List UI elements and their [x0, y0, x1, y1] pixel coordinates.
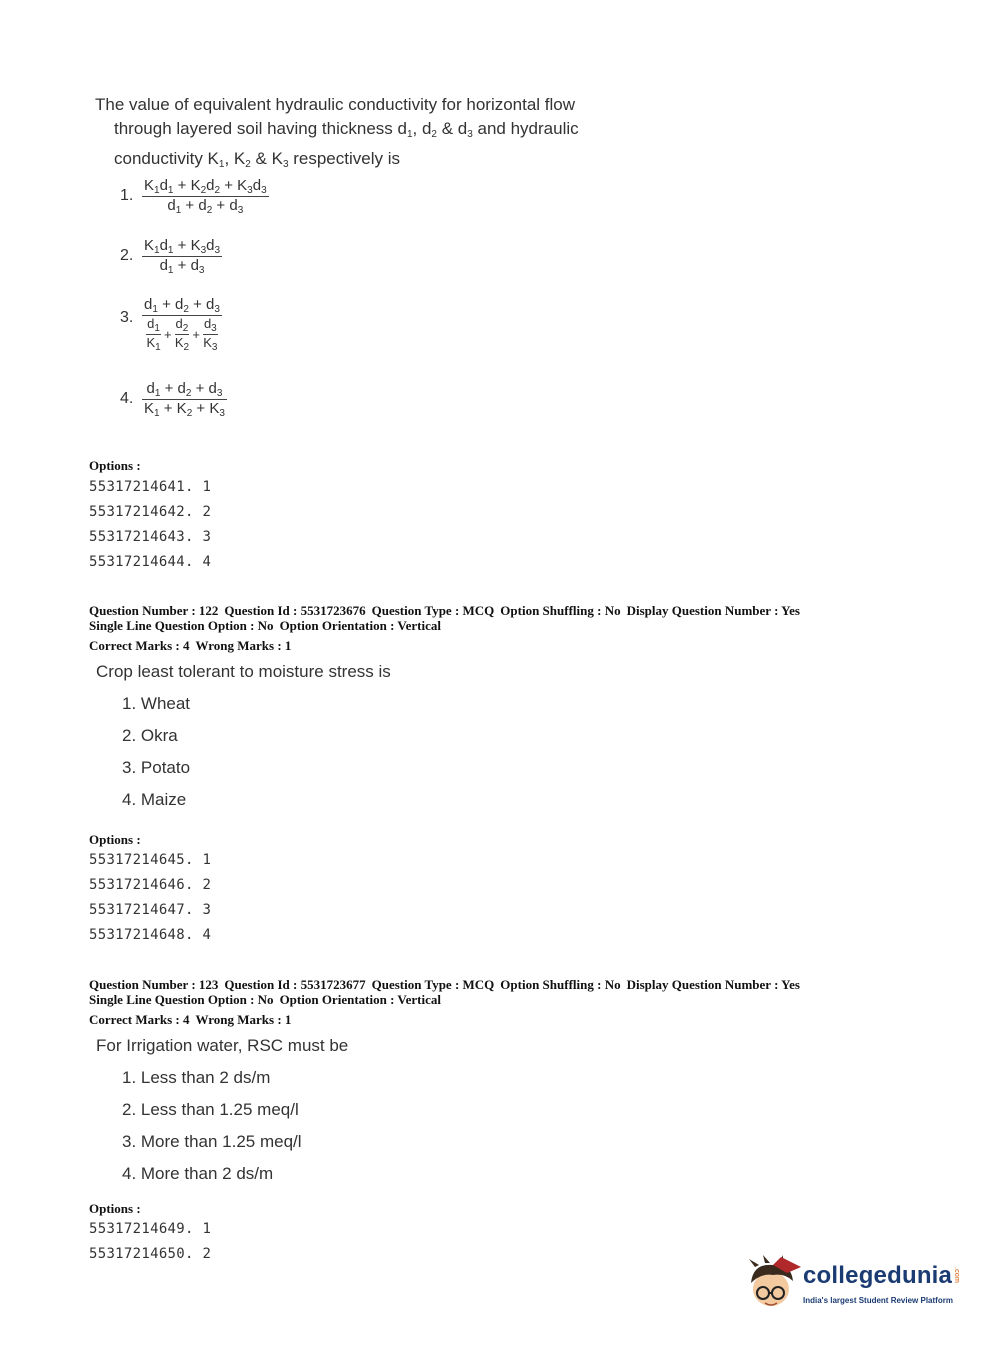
choice-item: 2. Okra [122, 726, 178, 745]
option-code: 55317214646. 2 [89, 877, 212, 893]
question-line: The value of equivalent hydraulic conductivity for horizontal flow [95, 95, 576, 114]
question-meta: Question Number : 123 Question Id : 5531723677 Question Type : MCQ Option Shuffling : No Display Question Number : Yes Single Line Question Option : No Option Orientation : Vertical Correct Marks : 4 Wrong Marks : 1 [89, 977, 800, 1027]
option-code: 55317214641. 1 [89, 479, 212, 495]
choice-label: 4. [120, 390, 134, 407]
choice-label: 3. [120, 309, 134, 326]
options-heading: Options : [89, 458, 141, 473]
formula: $\frac{K_1d_1 + K_2d_2 + K_3d_3}{d_1 + d_2 + d_3}$ [144, 177, 267, 216]
choice-item: 2. Less than 1.25 meq/l [122, 1100, 299, 1119]
option-code: 55317214645. 1 [89, 852, 212, 868]
choice-item: 4. Maize [122, 790, 187, 809]
formula: $\frac{d_1 + d_2 + d_3}{K_1 + K_2 + K_3}$ [144, 380, 225, 419]
formula: $d_1 + d_2 + d_3$ $\frac{d_1}{K_1}$ + $\frac{d_2}{K_2}$ + $\frac{d_3}{K_3}$ [144, 296, 220, 353]
option-code-list [89, 475, 211, 575]
option-code: 55317214650. 2 [89, 1246, 212, 1262]
option-code: 55317214649. 1 [89, 1221, 212, 1237]
choice-item: 3. More than 1.25 meq/l [122, 1132, 302, 1151]
choice-item: 3. Potato [122, 758, 191, 777]
choice-list [122, 1062, 302, 1190]
choice-label: 2. [120, 247, 134, 264]
option-code: 55317214644. 4 [89, 554, 212, 570]
option-code: 55317214647. 3 [89, 902, 212, 918]
mascot-logo-icon [743, 1253, 803, 1313]
question-meta: Question Number : 122 Question Id : 5531723676 Question Type : MCQ Option Shuffling : No Display Question Number : Yes Single Line Question Option : No Option Orientation : Vertical Correct Marks : 4 Wrong Marks : 1 [89, 603, 800, 653]
option-code: 55317214643. 3 [89, 529, 212, 545]
choice-list [122, 688, 190, 816]
brand-tagline: India's largest Student Review Platform [803, 1296, 953, 1305]
options-heading: Options : [89, 832, 141, 847]
question-text [95, 93, 579, 177]
question-text: For Irrigation water, RSC must be [96, 1036, 349, 1055]
option-code: 55317214642. 2 [89, 504, 212, 520]
question-line: conductivity $K_1$, $K_2$ & $K_3$ respectively is [114, 149, 400, 170]
choice-item: 1. Less than 2 ds/m [122, 1068, 271, 1087]
brand-name: collegedunia.com [803, 1262, 961, 1289]
question-line: through layered soil having thickness $d_1$, $d_2$ & $d_3$ and hydraulic [114, 119, 579, 140]
formula: $\frac{K_1d_1 + K_3d_3}{d_1 + d_3}$ [144, 237, 221, 276]
options-heading: Options : [89, 1201, 141, 1216]
choice-item: 1. Wheat [122, 694, 191, 713]
question-text: Crop least tolerant to moisture stress is [96, 662, 391, 681]
option-code-list [89, 1217, 211, 1267]
option-code-list [89, 848, 211, 948]
choice-label: 1. [120, 187, 134, 204]
option-code: 55317214648. 4 [89, 927, 212, 943]
choice-item: 4. More than 2 ds/m [122, 1164, 274, 1183]
